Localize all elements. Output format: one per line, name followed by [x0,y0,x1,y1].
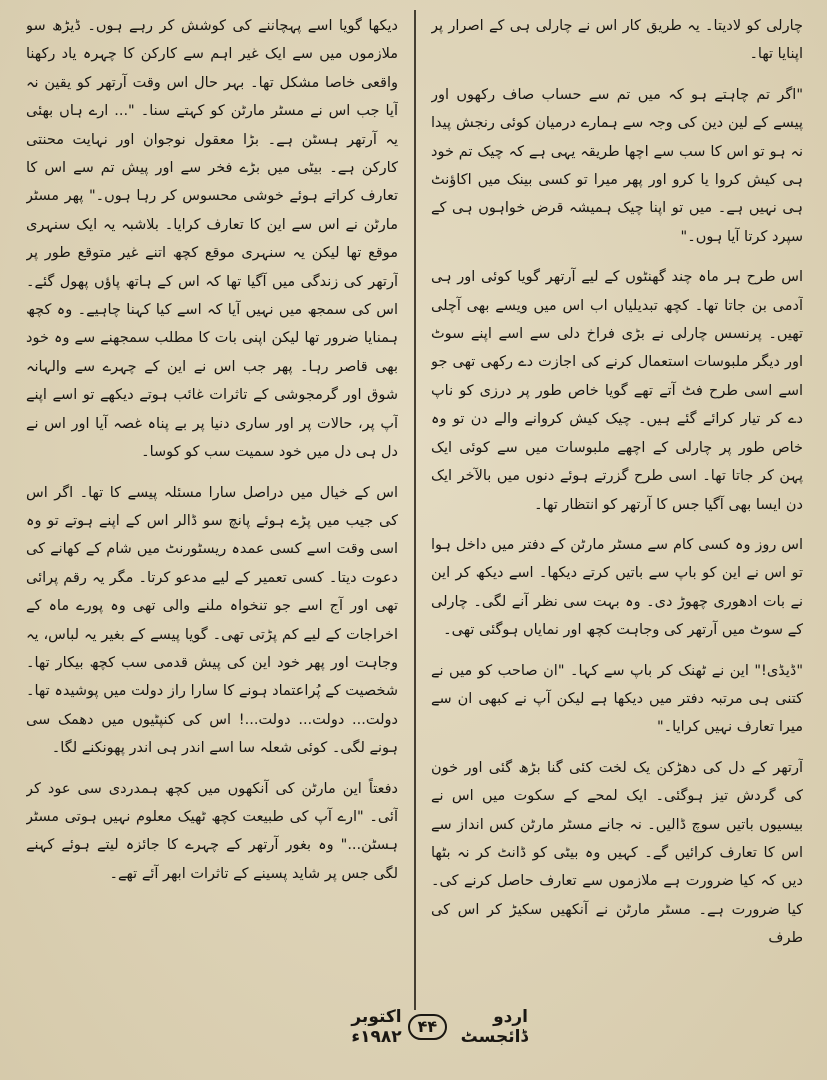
text-column-right [431,12,803,1007]
paragraph: اس روز وہ کسی کام سے مسٹر مارٹن کے دفتر میں داخل ہوا تو اس نے این کو باپ سے باتیں کرتے دیکھا۔ اسے دیکھ کر این نے بات ادھوری چھوڑ دی۔ وہ بہت سی نظر آنے لگی۔ چارلی کے سوٹ میں آرتھر کی وجاہت کچھ اور نمایاں ہوگئی تھی۔ [431,536,803,639]
paragraph: "اگر تم چاہتے ہو کہ میں تم سے حساب صاف رکھوں اور پیسے کے لین دین کی وجہ سے ہمارے درمیان کوئی رنجش پیدا نہ ہو تو اس کا سب سے اچھا طریقہ یہی ہے کہ چیک تم خود ہی کیش کروا یا کرو اور پھر میرا تو کسی بینک میں اکاؤنٹ ہی نہیں ہے۔ میں تو اپنا چیک ہمیشہ قرض خواہوں ہی کے سپرد کرتا آیا ہوں۔" [431,86,803,245]
page-footer [328,1007,528,1047]
paragraph: اس کے خیال میں دراصل سارا مسئلہ پیسے کا تھا۔ اگر اس کی جیب میں پڑے ہوئے پانچ سو ڈالر اس کے اپنے ہوتے تو وہ اسی وقت اسے کسی عمدہ ریسٹورنٹ میں شام کے کھانے کی دعوت دیتا۔ کسی تعمیر کے لیے مدعو کرتا۔ مگر یہ رقم پرائی تھی اور آج اسے جو تنخواہ ملنے والی تھی وہ پورے ماہ کے اخراجات کے لیے کم پڑتی تھی۔ گویا پیسے کے بغیر یہ لباس، یہ وجاہت اور پھر خود این کی پیش قدمی سب کچھ بیکار تھا۔ شخصیت کے پُراعتماد ہونے کا سارا راز دولت میں پوشیدہ تھا۔ دولت... دولت... دولت...! اس کی کنپٹیوں میں دھمک سی ہونے لگی۔ کوئی شعلہ سا اسے اندر ہی اندر پھونکنے لگا۔ [26,484,398,757]
paragraph: دیکھا گویا اسے پہچاننے کی کوشش کر رہے ہوں۔ ڈیڑھ سو ملازموں میں سے ایک غیر اہم سے کارکن کا چہرہ یاد رکھنا واقعی خاصا مشکل تھا۔ بہر حال اس وقت آرتھر کو یقین نہ آیا جب اس نے مسٹر مارٹن کو کہتے سنا۔ "... ارے ہاں بھئی یہ آرتھر ہسٹن ہے۔ بڑا معقول نوجوان اور نہایت محنتی کارکن ہے۔ بیٹی میں بڑے فخر سے اور پیش تم سے اس کا تعارف کراتے ہوئے خوشی محسوس کر رہا ہوں۔" پھر مسٹر مارٹن نے اس سے این کا تعارف کرایا۔ بلاشبہ یہ ایک سنہری موقع تھا لیکن یہ سنہری موقع کچھ اتنے غیر متوقع طور پر آرتھر کی زندگی میں آگیا تھا کہ اس کے ہاتھ پاؤں پھول گئے۔ اس کی سمجھ میں نہیں آیا کہ اسے کیا کہنا چاہیے۔ وہ کچھ ہمنایا ضرور تھا لیکن اپنی بات کا مطلب سمجھنے سے وہ خود بھی قاصر رہا۔ پھر جب اس نے این کے چہرے سے والہانہ شوق اور گرمجوشی کے تاثرات غائب ہوتے دیکھے تو اسے اپنے آپ پر، حالات پر اور ساری دنیا پر بے پناہ غصہ آیا اور اس نے دل ہی دل میں خود سمیت سب کو کوسا۔ [26,18,398,461]
paragraph: اس طرح ہر ماہ چند گھنٹوں کے لیے آرتھر گویا کوئی اور ہی آدمی بن جاتا تھا۔ کچھ تبدیلیاں اب اس میں ویسے بھی آچلی تھیں۔ پرنسس چارلی نے بڑی فراخ دلی سے اسے اپنے سوٹ اور دیگر ملبوسات استعمال کرنے کی اجازت دے رکھی تھی جو اسے اسی طرح فٹ آتے تھے گویا خاص طور پر درزی کو ناپ دے کر تیار کرائے گئے ہیں۔ چیک کیش کروانے والے دن تو وہ خاص طور پر چارلی کے اچھے ملبوسات میں سے کوئی ایک پہن کر جاتا تھا۔ اسی طرح گزرتے ہوئے دنوں میں بالآخر ایک دن ایسا بھی آگیا جس کا آرتھر کو انتظار تھا۔ [431,269,803,513]
issue-date: اکتوبر ۱۹۸۲ء [351,1007,402,1047]
magazine-name: اردو ڈائجسٹ [460,1007,528,1047]
column-divider [414,10,416,1010]
text-column-left [26,12,398,1007]
paragraph: "ڈیڈی!" این نے ٹھنک کر باپ سے کہا۔ "ان صاحب کو میں نے کتنی ہی مرتبہ دفتر میں دیکھا ہے لیکن آپ نے کبھی ان سے میرا تعارف نہیں کرایا۔" [431,662,803,736]
paragraph: چارلی کو لادیتا۔ یہ طریق کار اس نے چارلی ہی کے اصرار پر اپنایا تھا۔ [431,18,803,63]
paragraph: دفعتاً این مارٹن کی آنکھوں میں کچھ ہمدردی سی عود کر آئی۔ "ارے آپ کی طبیعت کچھ ٹھیک معلوم نہیں ہوتی مسٹر ہسٹن..." وہ بغور آرتھر کے چہرے کا جائزہ لیتے ہوئے کہنے لگی جس پر شاید پسینے کے تاثرات ابھر آئے تھے۔ [26,780,398,882]
paragraph: آرتھر کے دل کی دھڑکن یک لخت کئی گنا بڑھ گئی اور خون کی گردش تیز ہوگئی۔ ایک لمحے کے سکوت میں اس نے بیسیوں باتیں سوچ ڈالیں۔ نہ جانے مسٹر مارٹن کس انداز سے اس کا تعارف کرائیں گے۔ کہیں وہ بیٹی کو ڈانٹ کر نہ بٹھا دیں کہ کیا ضرورت ہے ملازموں سے تعارف حاصل کرنے کی۔ کیا ضرورت ہے۔ مسٹر مارٹن نے آنکھیں سکیڑ کر اس کی طرف [431,759,803,947]
page-number: ۴۴ [408,1014,448,1040]
